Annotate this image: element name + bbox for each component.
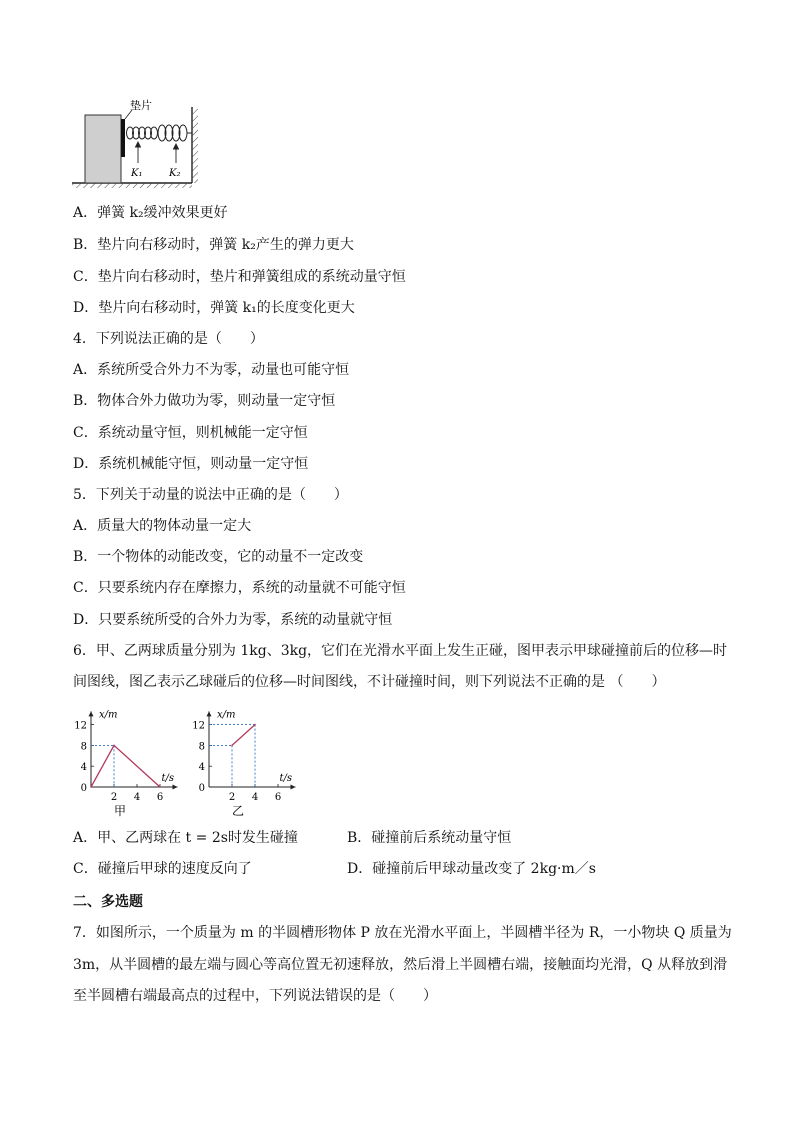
spring-k1 [127,127,158,139]
chart-yi [192,702,312,820]
q6-option-b: B．碰撞前后系统动量守恒 [347,830,512,846]
x-tick-label: 6 [156,792,164,803]
data-point [90,786,92,788]
q6-stem-line1: 6．甲、乙两球质量分别为 1kg、3kg，它们在光滑水平面上发生正碰，图甲表示甲球碰撞前后的位移—时 [73,643,728,659]
q7-line2: 3m，从半圆槽的最左端与圆心等高位置无初速释放，然后滑上半圆槽右端，接触面均光滑，Q 从释放到滑 [73,957,728,973]
q3-option-d: D．垫片向右移动时，弹簧 k₁的长度变化更大 [73,300,355,316]
pad [121,119,125,157]
q3-option-a: A．弹簧 k₂缓冲效果更好 [73,205,228,221]
block [85,115,121,183]
spring-k2 [158,125,192,141]
x-tick-label: 4 [133,792,141,803]
y-axis-arrow [207,711,212,716]
x-axis-arrow [173,785,178,790]
x-tick-label: 2 [228,792,236,803]
data-point [231,745,233,747]
y-axis-arrow [89,711,94,716]
k2-label: K₂ [169,168,181,179]
y-tick-label: 12 [74,720,87,732]
q5-stem: 5．下列关于动量的说法中正确的是（ ） [73,487,348,503]
q5-option-b: B．一个物体的动能改变，它的动量不一定改变 [73,549,364,565]
y-tick-label: 4 [198,762,205,774]
data-point [113,745,115,747]
q3-option-b: B．垫片向右移动时，弹簧 k₂产生的弹力更大 [73,237,354,253]
data-point [159,786,161,788]
q6-option-a: A．甲、乙两球在 t = 2s时发生碰撞 [73,830,298,846]
k1-label: K₁ [131,168,143,179]
q6-stem-line2: 间图线，图乙表示乙球碰后的位移—时间图线，不计碰撞时间，则下列说法不正确的是 （ ） [73,674,666,690]
x-axis-arrow [291,785,296,790]
x-axis-label: t/s [279,773,293,784]
x-tick-label: 2 [110,792,118,803]
y-tick-label: 4 [80,762,87,774]
q3-option-c: C．垫片向右移动时，垫片和弹簧组成的系统动量守恒 [73,269,406,285]
chart-caption: 甲 [113,804,127,818]
data-point [254,724,256,726]
pad-label: 垫片 [130,99,152,112]
y-tick-label: 8 [80,741,87,753]
chart-jia [74,702,184,820]
q7-line1: 7．如图所示，一个质量为 m 的半圆槽形物体 P 放在光滑水平面上，半圆槽半径为 R，一小物块 Q 质量为 [73,925,732,941]
q6-option-d: D．碰撞前后甲球动量改变了 2kg·m／s [347,861,596,877]
q4-option-c: C．系统动量守恒，则机械能一定守恒 [73,425,308,441]
x-tick-label: 6 [274,792,282,803]
spring-figure [70,95,210,190]
q5-option-a: A．质量大的物体动量一定大 [73,518,252,534]
q4-stem: 4．下列说法正确的是（ ） [73,331,264,347]
y-axis-label: x/m [99,709,118,721]
y-tick-label: 12 [192,720,205,732]
q5-option-c: C．只要系统内存在摩擦力，系统的动量就不可能守恒 [73,580,406,596]
q6-option-c: C．碰撞后甲球的速度反向了 [73,861,252,877]
q4-option-b: B．物体合外力做功为零，则动量一定守恒 [73,393,336,409]
q5-option-d: D．只要系统所受的合外力为零，系统的动量就守恒 [73,612,393,628]
y-tick-label: 0 [198,783,205,794]
series-line [232,725,255,746]
section-title: 二、多选题 [73,894,143,910]
series-line [91,745,160,787]
q7-line3: 至半圆槽右端最高点的过程中，下列说法错误的是（ ） [73,988,437,1004]
x-tick-label: 4 [251,792,259,803]
x-axis-label: t/s [161,773,175,784]
q4-option-a: A．系统所受合外力不为零，动量也可能守恒 [73,362,350,378]
q4-option-d: D．系统机械能守恒，则动量一定守恒 [73,456,309,472]
chart-caption: 乙 [231,804,245,818]
y-tick-label: 8 [198,741,205,753]
y-tick-label: 0 [80,783,87,794]
y-axis-label: x/m [217,709,236,721]
